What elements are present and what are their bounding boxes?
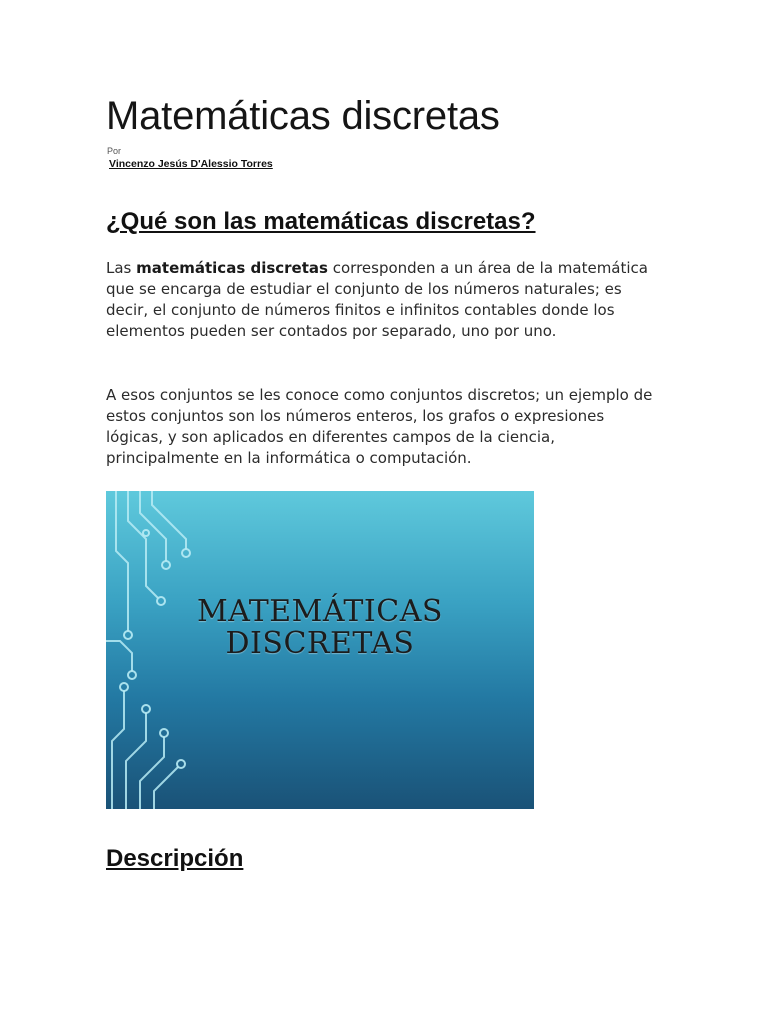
paragraph-bold-term: matemáticas discretas <box>136 259 328 277</box>
image-title-line-2: DISCRETAS <box>225 626 415 661</box>
title-image <box>106 491 534 809</box>
section-heading-description: Descripción <box>106 845 244 872</box>
paragraph-lead-text: Las <box>106 259 137 277</box>
page-title: Matemáticas discretas <box>106 94 500 138</box>
byline-label: Por <box>107 146 122 156</box>
image-title-text <box>106 596 534 660</box>
paragraph-definition <box>106 258 666 342</box>
paragraph-examples: A esos conjuntos se les conoce como conjuntos discretos; un ejemplo de estos conjuntos son los números enteros, los grafos o expresiones lógicas, y son aplicados en diferentes campos de la ciencia, principalmente en la informática o computación. <box>106 386 653 467</box>
image-title-line-1: MATEMÁTICAS <box>197 594 443 629</box>
author-link[interactable]: Vincenzo Jesús D'Alessio Torres <box>109 158 273 170</box>
paragraph-rest-text: corresponden a un área de la matemática que se encarga de estudiar el conjunto de los números naturales; es decir, el conjunto de números finitos e infinitos contables donde los elementos pueden ser contados por separado, uno por uno. <box>106 259 648 340</box>
section-heading-what-are: ¿Qué son las matemáticas discretas? <box>106 208 536 235</box>
